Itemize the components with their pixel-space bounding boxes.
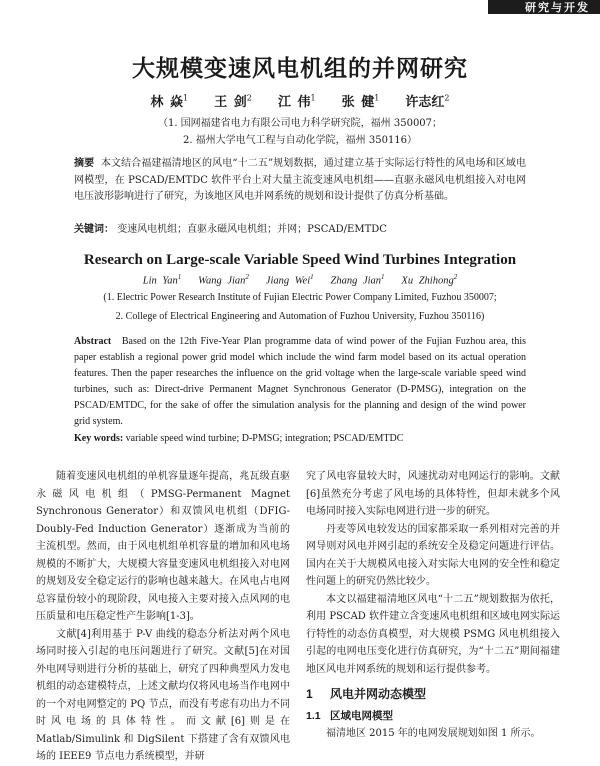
abstract-cn <box>74 156 526 206</box>
body-column-right <box>306 468 560 743</box>
author-cn: 王 剑 <box>214 95 247 110</box>
section-heading <box>306 684 560 704</box>
author-en: Jiang Wei <box>265 275 311 287</box>
body-paragraph: 随着变速风电机组的单机容量逐年提高，兆瓦级直驱永磁风电机组（PMSG-Permanent Magnet Synchronous Generator）和双馈风电机组（DFIG-Doubly-Fed Induction Generator）逐渐成为当前的主流机型。然而，由于风电机组单机容量的增加和风电场规模的不断扩大，大规模大容量变速风电机组接入对电网的规划及安全稳定运行的影响也越来越大。在风电占电网总容量份较小的现阶段，风电接入主要对接入点风网的电压质量和电压稳定性产生影响[1-3]。 <box>36 471 290 622</box>
keywords-en-label: Key words: <box>74 433 124 444</box>
subsection-heading <box>306 707 560 725</box>
header-section-label: 研究与开发 <box>525 2 590 14</box>
author-cn: 张 健 <box>341 95 375 110</box>
keywords-en-text: variable speed wind turbine; D-PMSG; integration; PSCAD/EMTDC <box>125 433 404 444</box>
abstract-en-text: Based on the 12th Five-Year Plan programme data of wind power of the Fujian Fuzhou area, this paper establish a regional power grid model which include the wind farm model based on its actual operation features. Then the paper researches the influence on the grid voltage when the large-scale variable speed wind turbines, such as: Direct-drive Permanent Magnet Synchronous Generator (D-PMSG), integration on the PSCAD/EMTDC, for the sake of offer the simulation analysis for the planning and design of the wind power grid system. <box>74 336 527 427</box>
affiliation-en-2: 2. College of Electrical Engineering and Automation of Fuzhou University, Fuzhou 350116) <box>115 311 485 322</box>
paper-title-en: Research on Large-scale Variable Speed Wind Turbines Integration <box>83 252 517 268</box>
author-en: Wang Jian <box>198 275 246 287</box>
affiliation-en-1: (1. Electric Power Research Institute of Fujian Electric Power Company Limited, Fuzhou 350007; <box>103 292 497 303</box>
authors-en: Lin Yan$^1$ Wang Jian$^2$ Jiang Wei$^1$ Zhang Jian$^1$ Xu Zhihong$^2$ <box>142 273 458 287</box>
keywords-en <box>74 431 526 448</box>
section-title: 风电并网动态模型 <box>330 687 427 701</box>
authors-cn: 林 焱$^1$ 王 剑$^2$ 江 伟$^1$ 张 健$^1$ 许志红$^2$ <box>150 93 450 110</box>
body-paragraph: 丹麦等风电较发达的国家都采取一系列相对完善的并网导则对风电并网引起的系统安全及稳定问题进行评估。国内在关于大规模风电接入对实际大电网的安全性和稳定性问题上的研究仍然比较少。 <box>306 523 560 587</box>
header-section-bar <box>488 0 600 14</box>
abstract-en-label: Abstract <box>74 336 112 347</box>
subsection-number: 1.1 <box>306 710 321 722</box>
paper-title-cn: 大规模变速风电机组的并网研究 <box>132 55 468 82</box>
abstract-cn-text: 本文结合福建福清地区的风电“十二五”规划数据，通过建立基于实际运行特性的风电场和区域电网模型，在 PSCAD/EMTDC 软件平台上对大量主流变速风电机组——直驱永磁风电机组接入对电网电压波形影响进行了研究，为该地区风电并网系统的规划和设计提供了仿真分析基础。 <box>74 158 527 202</box>
author-en: Xu Zhihong <box>401 275 454 287</box>
section-number: 1 <box>306 687 313 701</box>
body-paragraph: 究了风电容量较大时，风速扰动对电网运行的影响。文献[6]虽然充分考虑了风电场的具体特性，但却未就多个风电场同时接入实际电网进行进一步的研究。 <box>306 471 560 517</box>
keywords-cn-label: 关键词： <box>74 224 114 235</box>
author-cn: 江 伟 <box>277 95 311 110</box>
body-paragraph: 文献[4]利用基于 P-V 曲线的稳态分析法对两个风电场同时接入引起的电压问题进行了研究。文献[5]在对国外电网导则进行分析的基础上，研究了四种典型风力发电机组的动态建模特点，上述文献均仅将风电场当作电网中的一个对电网整定的 PQ 节点，而没有考虑有功出力不同时风电场的具体特性。而文献[6]则是在 Matlab/Simulink 和 DigSilent 下搭建了含有双馈风电场的 IEEE9 节点电力系统模型，并研 <box>36 628 290 762</box>
body-column-left <box>36 468 290 766</box>
author-cn: 林 焱 <box>150 95 183 110</box>
body-paragraph: 福清地区 2015 年的电网发展规划如图 1 所示。 <box>326 728 541 739</box>
affiliation-cn-2: 2. 福州大学电气工程与自动化学院，福州 350116） <box>182 135 418 146</box>
keywords-cn-text: 变速风电机组；直驱永磁风电机组；并网；PSCAD/EMTDC <box>117 224 387 235</box>
author-en: Lin Yan <box>142 275 178 287</box>
abstract-cn-label: 摘要 <box>74 158 95 169</box>
author-cn: 许志红 <box>405 95 445 110</box>
abstract-en <box>74 334 526 430</box>
author-en: Zhang Jian <box>330 275 382 287</box>
keywords-cn <box>74 222 526 239</box>
affiliation-cn-1: （1. 国网福建省电力有限公司电力科学研究院，福州 350007； <box>157 118 443 129</box>
subsection-title: 区域电网模型 <box>330 710 393 722</box>
body-paragraph: 本文以福建福清地区风电“十二五”规划数据为依托，利用 PSCAD 软件建立含变速风电机组和区域电网实际运行特性的动态仿真模型，对大规模 PSMG 风电机组接入引起的电网电压变化进行仿真研究，为“十二五”期间福建地区风电并网系统的规划和运行提供参考。 <box>306 593 560 675</box>
